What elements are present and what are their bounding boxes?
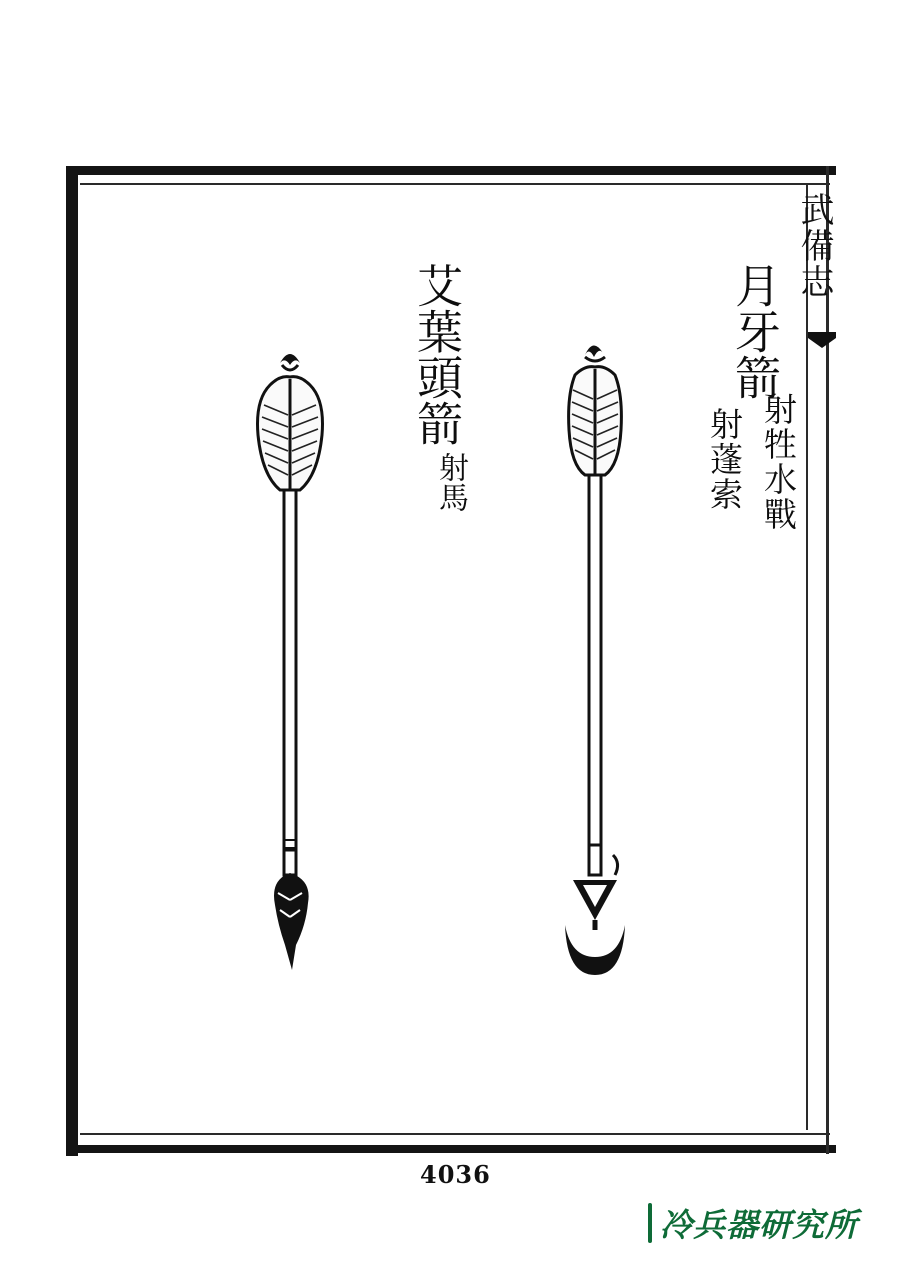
frame-top-inner-line [80, 183, 830, 185]
page-number: 4036 [420, 1160, 491, 1189]
arrow-name-leaf-head: 艾葉頭箭 [410, 262, 464, 446]
arrow-note-leaf-head: 射馬 [433, 452, 468, 512]
arrow-name-crescent: 月牙箭 [728, 262, 782, 400]
watermark-bar-icon [648, 1203, 652, 1243]
leaf-head-arrow-illustration [240, 345, 340, 985]
watermark-text: 冷兵器研究所 [660, 1206, 859, 1244]
frame-bottom-border [66, 1145, 836, 1153]
crescent-moon-arrow-illustration [545, 335, 645, 985]
frame-right-inner-line [806, 185, 808, 1130]
frame-bottom-inner-line [80, 1133, 830, 1135]
frame-top-border [66, 166, 836, 175]
margin-book-title: 武備志 [794, 192, 834, 300]
frame-left-border [66, 166, 78, 1156]
arrow-note-crescent-line1: 射牲水戰 [759, 392, 798, 532]
arrow-note-crescent-line2: 射蓬索 [705, 407, 744, 512]
watermark [648, 1200, 858, 1246]
frame-right-outer-line [826, 166, 829, 1154]
fishtail-mark-icon [808, 330, 836, 352]
